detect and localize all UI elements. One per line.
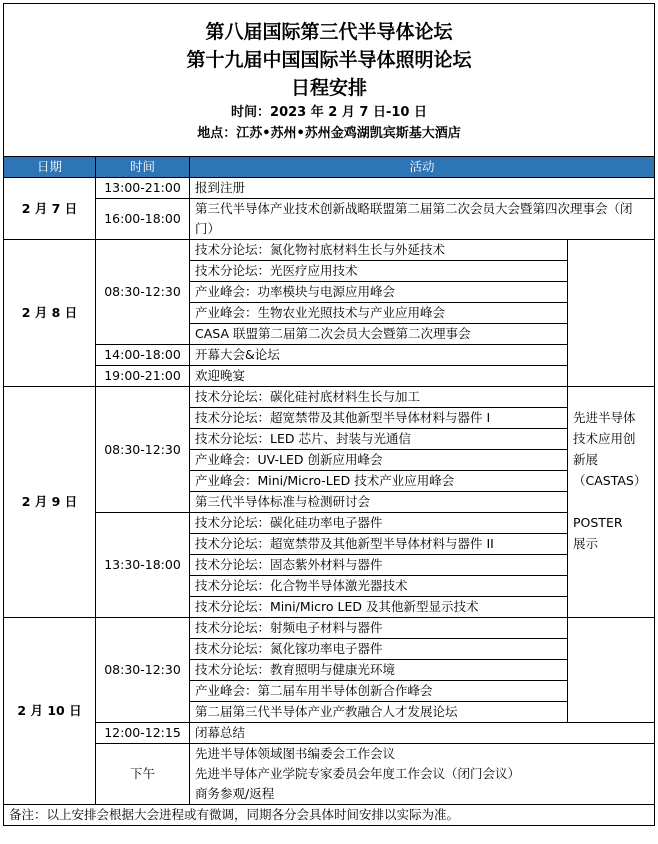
exhibition-side-cell	[568, 387, 655, 618]
table-row	[4, 387, 655, 408]
table-row	[4, 513, 655, 534]
activity-cell: 商务参观/返程	[190, 784, 655, 805]
note-row	[4, 805, 655, 826]
exhibit-line: （CASTAS）	[573, 473, 647, 488]
activity-cell: 第二届第三代半导体产业产教融合人才发展论坛	[190, 702, 568, 723]
activity-cell: 第三代半导体标准与检测研讨会	[190, 492, 568, 513]
time-cell: 08:30-12:30	[96, 618, 190, 723]
activity-cell: 技术分论坛：氮化物衬底材料生长与外延技术	[190, 240, 568, 261]
title-line-1: 第八届国际第三代半导体论坛	[205, 21, 453, 43]
activity-cell: 报到注册	[190, 178, 655, 199]
activity-cell: 技术分论坛：超宽禁带及其他新型半导体材料与器件 II	[190, 534, 568, 555]
side-blank-cell	[568, 240, 655, 387]
side-blank-cell	[568, 618, 655, 723]
time-cell: 08:30-12:30	[96, 240, 190, 345]
activity-cell: 产业峰会：生物农业光照技术与产业应用峰会	[190, 303, 568, 324]
table-row	[4, 618, 655, 639]
activity-cell: 技术分论坛：教育照明与健康光环境	[190, 660, 568, 681]
event-time: 时间：2023 年 2 月 7 日-10 日	[231, 105, 427, 120]
title-line-2: 第十九届中国国际半导体照明论坛	[186, 49, 472, 71]
table-row	[4, 345, 655, 366]
exhibit-line: 新展	[573, 452, 599, 467]
title-block	[4, 4, 655, 157]
activity-cell: 产业峰会：UV-LED 创新应用峰会	[190, 450, 568, 471]
activity-cell: 技术分论坛：化合物半导体激光器技术	[190, 576, 568, 597]
activity-cell: 技术分论坛：固态紫外材料与器件	[190, 555, 568, 576]
column-header-activity: 活动	[190, 157, 655, 178]
activity-cell: 技术分论坛：光医疗应用技术	[190, 261, 568, 282]
table-row	[4, 199, 655, 240]
activity-cell: 先进半导体产业学院专家委员会年度工作会议（闭门会议）	[190, 764, 655, 784]
activity-cell: CASA 联盟第二届第二次会员大会暨第二次理事会	[190, 324, 568, 345]
footnote: 备注：以上安排会根据大会进程或有微调，同期各分会具体时间安排以实际为准。	[4, 805, 655, 826]
table-row	[4, 240, 655, 261]
activity-cell: 欢迎晚宴	[190, 366, 568, 387]
table-row	[4, 366, 655, 387]
time-cell: 19:00-21:00	[96, 366, 190, 387]
column-header-time: 时间	[96, 157, 190, 178]
activity-cell: 技术分论坛：碳化硅衬底材料生长与加工	[190, 387, 568, 408]
date-cell: 2 月 10 日	[4, 618, 96, 805]
activity-cell: 开幕大会&论坛	[190, 345, 568, 366]
time-cell: 08:30-12:30	[96, 387, 190, 513]
activity-cell: 产业峰会：功率模块与电源应用峰会	[190, 282, 568, 303]
time-cell: 下午	[96, 744, 190, 805]
time-cell: 12:00-12:15	[96, 723, 190, 744]
event-venue: 地点：江苏•苏州•苏州金鸡湖凯宾斯基大酒店	[197, 126, 461, 141]
exhibit-line: 技术应用创	[573, 431, 636, 446]
time-cell: 13:00-21:00	[96, 178, 190, 199]
date-cell: 2 月 8 日	[4, 240, 96, 387]
activity-cell: 技术分论坛：超宽禁带及其他新型半导体材料与器件 I	[190, 408, 568, 429]
poster-line: POSTER	[573, 515, 623, 530]
activity-cell: 产业峰会：Mini/Micro-LED 技术产业应用峰会	[190, 471, 568, 492]
activity-cell: 技术分论坛：Mini/Micro LED 及其他新型显示技术	[190, 597, 568, 618]
activity-cell: 技术分论坛：LED 芯片、封装与光通信	[190, 429, 568, 450]
activity-cell: 技术分论坛：射频电子材料与器件	[190, 618, 568, 639]
activity-cell: 闭幕总结	[190, 723, 655, 744]
poster-line: 展示	[573, 536, 599, 551]
activity-cell: 技术分论坛：碳化硅功率电子器件	[190, 513, 568, 534]
schedule-table	[3, 3, 655, 826]
table-row	[4, 744, 655, 765]
exhibit-line: 先进半导体	[573, 410, 636, 425]
column-header-date: 日期	[4, 157, 96, 178]
time-cell: 14:00-18:00	[96, 345, 190, 366]
activity-cell: 先进半导体领域图书编委会工作会议	[190, 744, 655, 765]
activity-cell: 技术分论坛：氮化镓功率电子器件	[190, 639, 568, 660]
time-cell: 16:00-18:00	[96, 199, 190, 240]
date-cell: 2 月 9 日	[4, 387, 96, 618]
time-cell: 13:30-18:00	[96, 513, 190, 618]
activity-cell: 第三代半导体产业技术创新战略联盟第二届第二次会员大会暨第四次理事会（闭门）	[190, 199, 655, 240]
date-cell: 2 月 7 日	[4, 178, 96, 240]
activity-cell: 产业峰会：第二届车用半导体创新合作峰会	[190, 681, 568, 702]
column-header-row	[4, 157, 655, 178]
title-line-3: 日程安排	[291, 77, 368, 99]
table-row	[4, 178, 655, 199]
table-row	[4, 723, 655, 744]
